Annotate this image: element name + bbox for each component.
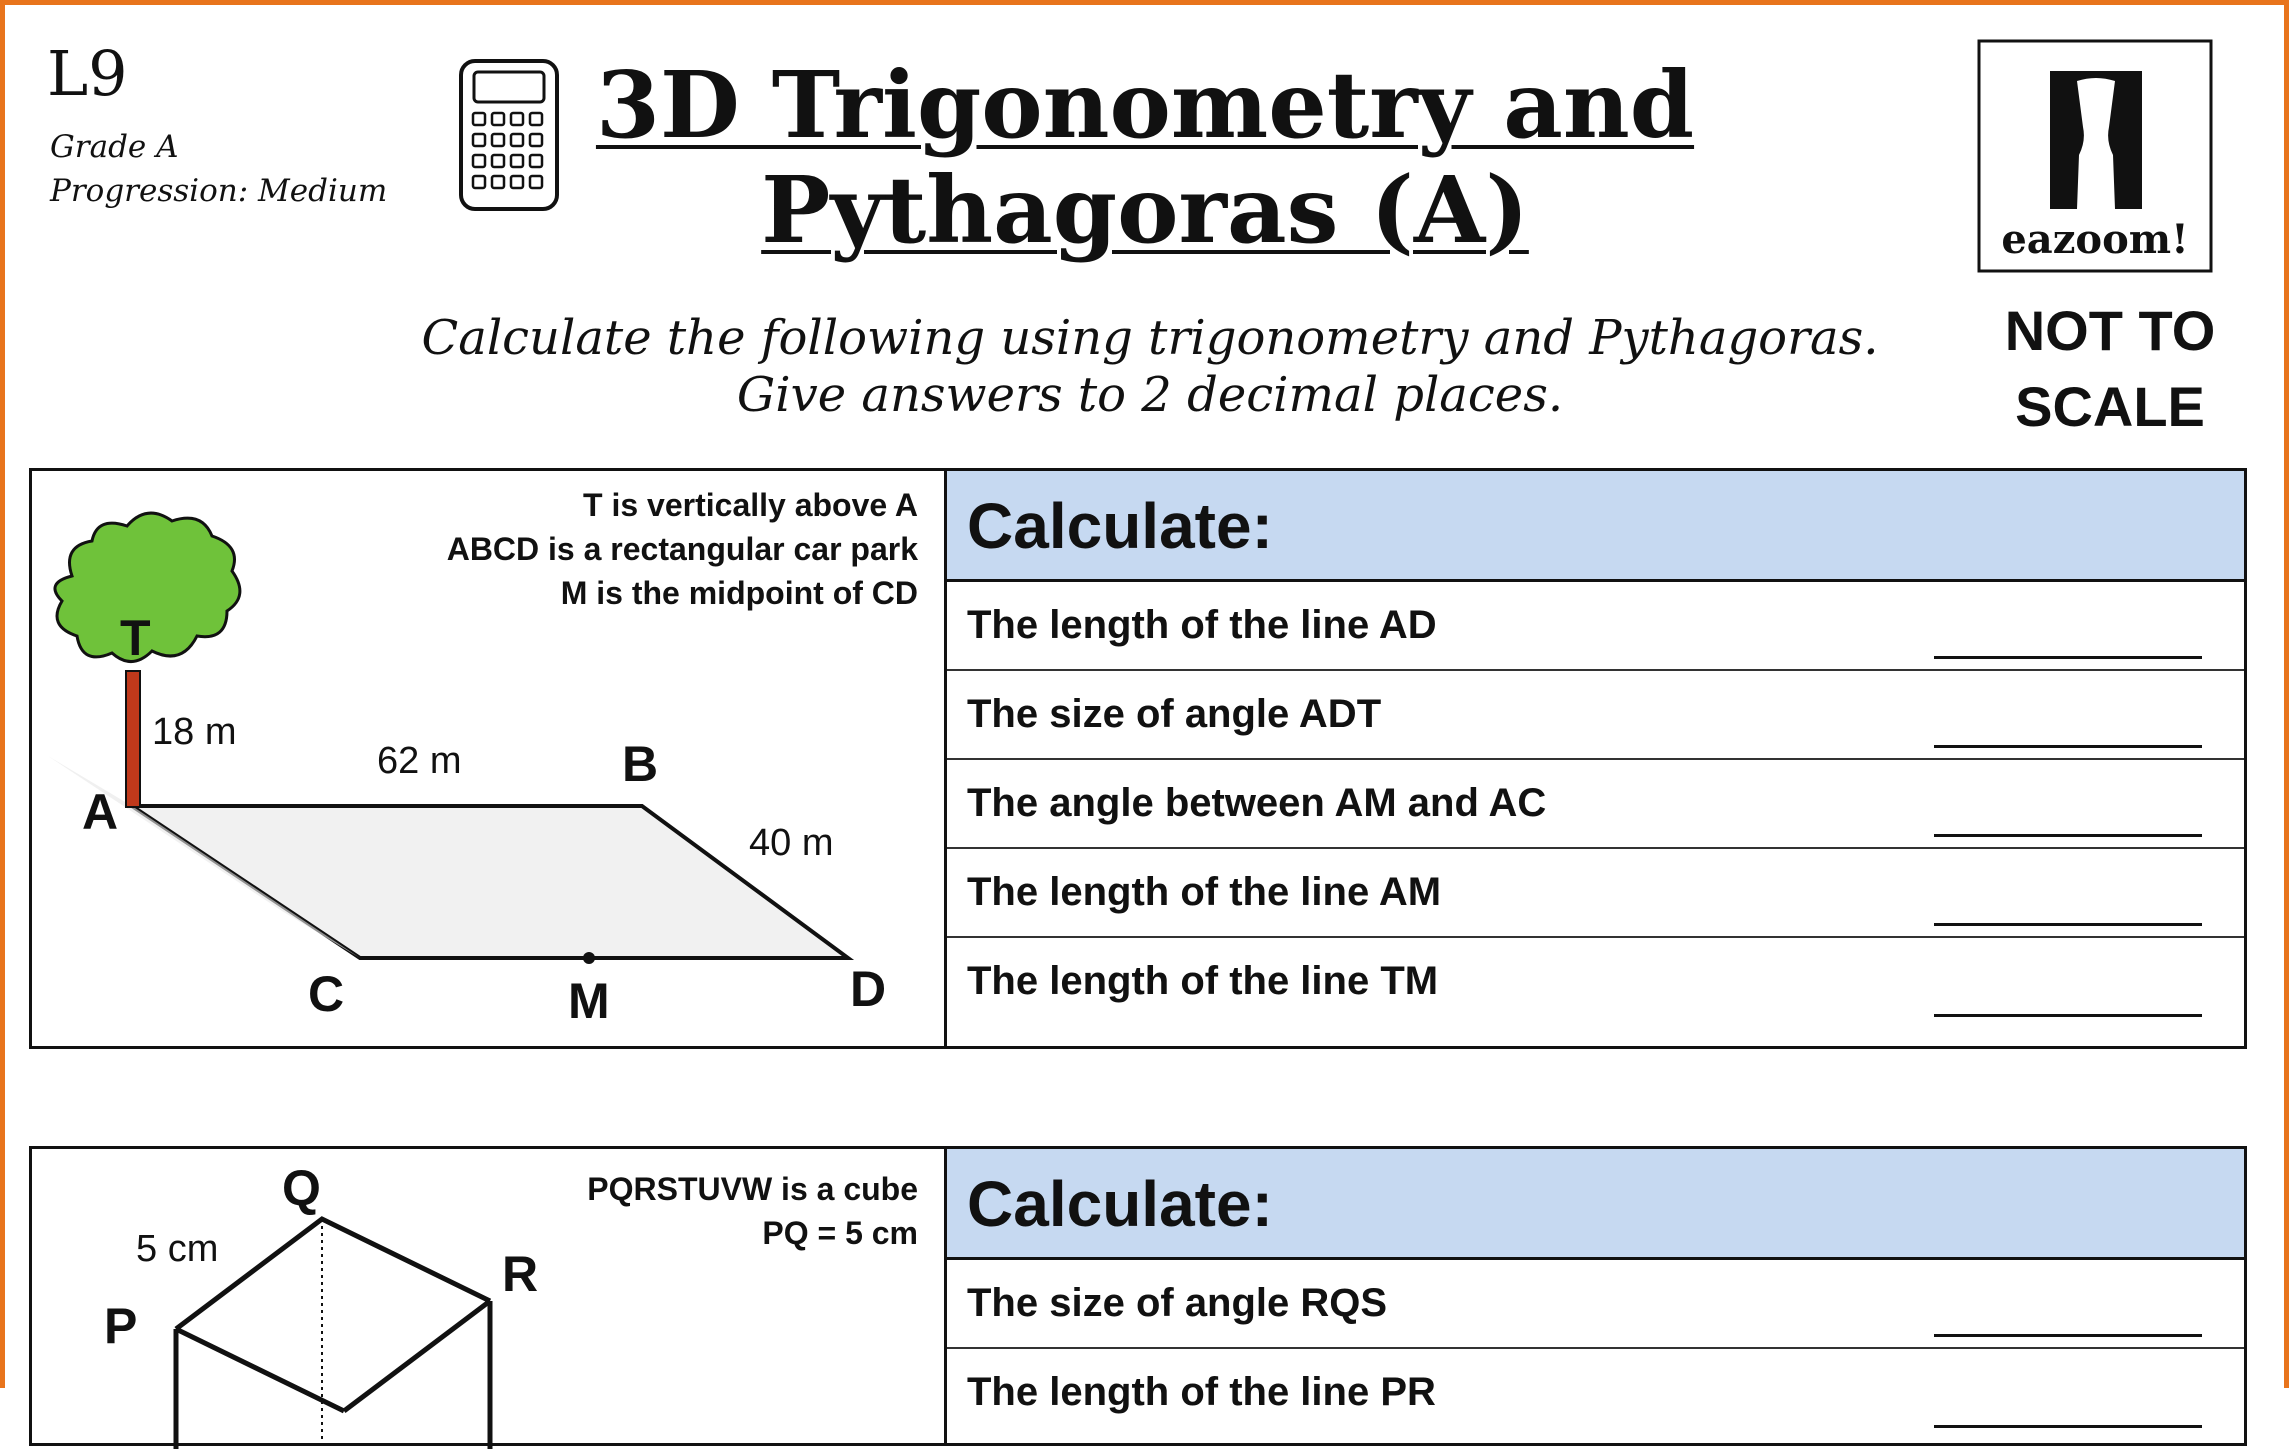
label-c: C: [308, 966, 345, 1022]
question-text: The length of the line PR: [967, 1370, 1436, 1414]
title-line-2: Pythagoras (A): [761, 156, 1529, 264]
title-line-1: 3D Trigonometry and: [595, 51, 1695, 159]
question-item: [947, 849, 2244, 938]
height-label: 18 m: [152, 711, 237, 753]
answer-line[interactable]: [1934, 745, 2202, 748]
question-text: The angle between AM and AC: [967, 781, 1547, 825]
cube-top-edges: [176, 1219, 490, 1329]
question-1-panel: [29, 468, 2247, 1049]
label-m: M: [568, 973, 610, 1029]
question-2-list: [947, 1149, 2244, 1443]
instruction-line-2: Give answers to 2 decimal places.: [736, 367, 1564, 423]
question-2-figure: [32, 1149, 947, 1443]
note-t-above-a: T is vertically above A: [583, 487, 918, 523]
question-1-list: [947, 471, 2244, 1046]
answer-line[interactable]: [1934, 656, 2202, 659]
answer-line[interactable]: [1934, 1334, 2202, 1337]
note-car-park: ABCD is a rectangular car park: [446, 531, 918, 567]
tree-trunk: [126, 671, 140, 807]
question-text: The length of the line AD: [967, 603, 1437, 647]
midpoint-dot: [583, 952, 595, 964]
edge-length-label: 5 cm: [136, 1228, 219, 1270]
not-to-scale-note: [1960, 293, 2260, 445]
label-r: R: [502, 1246, 539, 1302]
question-item: [947, 671, 2244, 760]
label-t: T: [120, 610, 151, 666]
level-label: L9: [47, 37, 128, 110]
question-item: [947, 760, 2244, 849]
progression-label: Progression: Medium: [50, 173, 388, 209]
question-item: [947, 1260, 2244, 1349]
label-q: Q: [282, 1160, 321, 1216]
length-bd-label: 40 m: [749, 822, 834, 864]
question-text: The size of angle ADT: [967, 692, 1382, 736]
note-cube: PQRSTUVW is a cube: [587, 1171, 918, 1207]
worksheet-title: [545, 53, 1745, 263]
instructions: [305, 310, 1995, 424]
answer-line[interactable]: [1934, 1014, 2202, 1017]
label-d: D: [850, 961, 887, 1017]
label-b: B: [622, 736, 659, 792]
calculate-heading: Calculate:: [947, 471, 2244, 582]
question-2-panel: [29, 1146, 2247, 1446]
question-text: The length of the line AM: [967, 870, 1442, 914]
question-item: [947, 938, 2244, 1027]
label-a: A: [82, 784, 119, 840]
note-midpoint: M is the midpoint of CD: [560, 575, 918, 611]
not-to-scale-line-2: SCALE: [2015, 375, 2205, 438]
brand-logo: [1977, 39, 2213, 273]
not-to-scale-line-1: NOT TO: [2004, 299, 2216, 362]
question-1-figure: [32, 471, 947, 1046]
note-pq-length: PQ = 5 cm: [762, 1215, 918, 1251]
cube-diagram: [32, 1149, 944, 1449]
car-park-diagram: [32, 471, 944, 1052]
question-text: The length of the line TM: [967, 959, 1439, 1003]
label-p: P: [104, 1298, 138, 1354]
answer-line[interactable]: [1934, 923, 2202, 926]
question-text: The size of angle RQS: [967, 1281, 1388, 1325]
answer-line[interactable]: [1934, 1425, 2202, 1428]
question-item: [947, 1349, 2244, 1438]
length-ab-label: 62 m: [377, 740, 462, 782]
brand-name: eazoom!: [2001, 216, 2189, 263]
calculate-heading: Calculate:: [947, 1149, 2244, 1260]
question-item: [947, 582, 2244, 671]
answer-line[interactable]: [1934, 834, 2202, 837]
grade-label: Grade A: [50, 129, 179, 165]
instruction-line-1: Calculate the following using trigonometry and Pythagoras.: [421, 310, 1879, 366]
